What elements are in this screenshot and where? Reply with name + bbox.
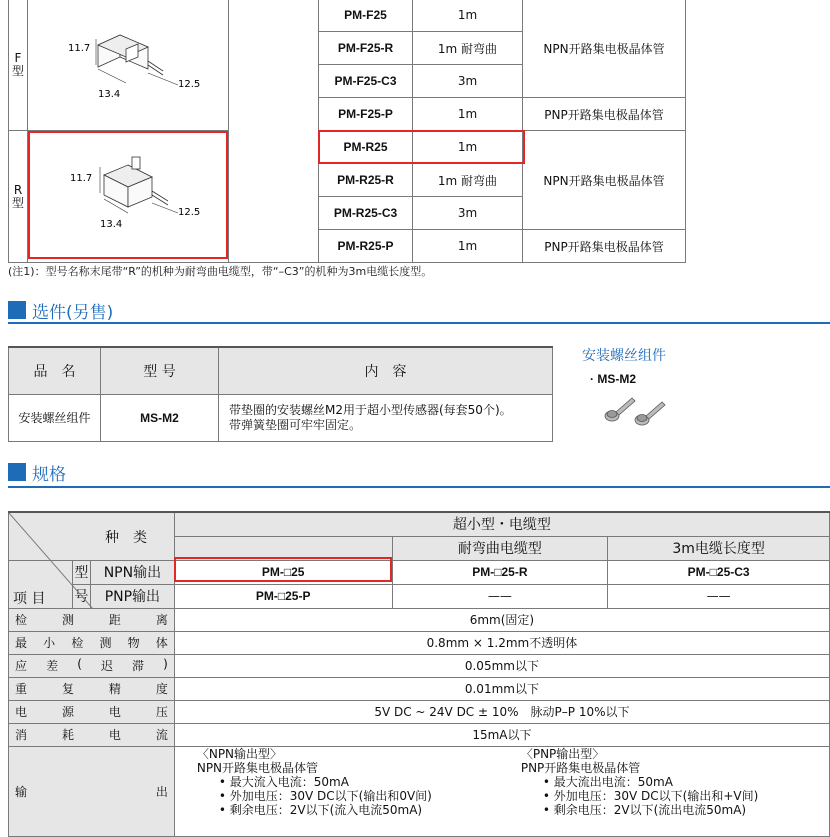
- section-divider: [8, 486, 830, 488]
- screw-icon: [600, 392, 670, 428]
- pnp-model: ——: [392, 584, 608, 608]
- sub-header-r: 耐弯曲电缆型: [392, 536, 608, 560]
- spec-value: 15mA以下: [174, 723, 829, 746]
- output-cell: PNP开路集电极晶体管: [523, 98, 686, 131]
- label-char: 复: [61, 682, 74, 696]
- type-cell-r: [9, 131, 28, 263]
- section-divider: [8, 322, 830, 324]
- table-row: [9, 512, 830, 536]
- label-char: 滞: [132, 659, 145, 673]
- footnote: (注1)：型号名称末尾带“R”的机种为耐弯曲电缆型，带“–C3”的机种为3m电缆长度型。: [8, 265, 433, 278]
- pnp-output-line: PNP开路集电极晶体管: [520, 760, 641, 775]
- cable-cell: 1m 耐弯曲: [413, 164, 523, 197]
- dim-length: 13.4: [98, 89, 121, 100]
- header-name: 品 名: [9, 347, 101, 394]
- section-title: 选件(另售): [32, 302, 114, 323]
- npn-model: PM-□25-R: [392, 560, 608, 584]
- section-marker-icon: [8, 301, 26, 319]
- blank-column: [229, 0, 319, 263]
- label-char: 耗: [61, 728, 74, 742]
- option-content-line: 带弹簧垫圈可牢牢固定。: [229, 417, 362, 432]
- dim-height: 11.7: [68, 43, 91, 54]
- cable-cell: 3m: [413, 65, 523, 98]
- npn-output-block: [197, 747, 432, 817]
- label-char: 小: [43, 636, 56, 650]
- header-content: 内 容: [219, 347, 553, 394]
- accessory-model: · MS-M2: [590, 372, 636, 386]
- spec-label: [9, 677, 175, 700]
- sensor-diagram-r: [28, 131, 229, 263]
- output-cell: NPN开路集电极晶体管: [523, 131, 686, 230]
- sensor-dimension-diagram: [28, 131, 228, 259]
- xing-label: 型: [72, 560, 90, 584]
- table-row: [9, 723, 830, 746]
- npn-output-title: 〈NPN输出型〉: [196, 746, 283, 761]
- label-char: 物: [127, 636, 140, 650]
- label-char: 输: [15, 784, 28, 799]
- model-cell: PM-R25: [319, 131, 413, 164]
- dim-length: 13.4: [100, 219, 123, 230]
- pnp-label: PNP输出: [90, 584, 174, 608]
- label-char: 差: [46, 659, 59, 673]
- npn-output-line: NPN开路集电极晶体管: [196, 760, 319, 775]
- model-cell: PM-F25-R: [319, 32, 413, 65]
- option-content: [219, 394, 553, 441]
- spec-value: 5V DC ~ 24V DC ± 10% 脉动P–P 10%以下: [174, 700, 829, 723]
- spec-value: 0.8mm × 1.2mm不透明体: [174, 631, 829, 654]
- table-row: [9, 677, 830, 700]
- table-row: [9, 131, 686, 164]
- label-char: 度: [155, 682, 168, 696]
- type-cell-f: [9, 0, 28, 131]
- section-header-spec: [8, 462, 66, 485]
- label-char: 重: [15, 682, 28, 696]
- item-label: 项 目: [9, 560, 73, 608]
- cable-cell: 1m: [413, 131, 523, 164]
- pnp-output-item: • 外加电压：30V DC以下(输出和+V间): [542, 788, 759, 803]
- model-cell: PM-R25-P: [319, 230, 413, 263]
- label-char: 应: [15, 659, 28, 673]
- label-char: 离: [155, 613, 168, 627]
- npn-model: PM-□25: [174, 560, 392, 584]
- cable-cell: 3m: [413, 197, 523, 230]
- label-char: 迟: [100, 659, 113, 673]
- output-spec: [174, 746, 829, 836]
- label-char: 流: [155, 728, 168, 742]
- spec-label: [9, 608, 175, 631]
- label-char: (: [77, 657, 82, 671]
- sensor-dimension-diagram: [28, 0, 228, 127]
- label-char: 消: [15, 728, 28, 742]
- diagonal-line: [9, 513, 93, 609]
- pnp-output-item: • 最大流出电流：50mA: [542, 774, 673, 789]
- dim-height: 11.7: [70, 173, 93, 184]
- cable-cell: 1m: [413, 230, 523, 263]
- label-char: 电: [15, 705, 28, 719]
- super-header: 超小型・电缆型: [174, 512, 829, 536]
- type-label: F型: [12, 50, 25, 78]
- label-char: 测: [99, 636, 112, 650]
- label-char: 检: [15, 613, 28, 627]
- sensor-diagram-f: [28, 0, 229, 131]
- model-cell: PM-R25-R: [319, 164, 413, 197]
- dim-width: 12.5: [178, 79, 201, 90]
- section-marker-icon: [8, 463, 26, 481]
- spec-table: [8, 511, 830, 837]
- label-char: 出: [155, 784, 168, 799]
- hao-label: 号: [72, 584, 90, 608]
- model-cell: PM-R25-C3: [319, 197, 413, 230]
- label-char: 压: [155, 705, 168, 719]
- table-row: [9, 700, 830, 723]
- model-table: [8, 0, 686, 263]
- dim-width: 12.5: [178, 207, 201, 218]
- cable-cell: 1m: [413, 0, 523, 32]
- npn-output-item: • 外加电压：30V DC以下(输出和0V间): [218, 788, 432, 803]
- output-cell: PNP开路集电极晶体管: [523, 230, 686, 263]
- label-char: 源: [61, 705, 74, 719]
- npn-model: PM-□25-C3: [608, 560, 830, 584]
- table-row: [9, 608, 830, 631]
- table-row: [9, 584, 830, 608]
- label-char: 测: [61, 613, 74, 627]
- table-row: [9, 654, 830, 677]
- label-char: 电: [108, 728, 121, 742]
- model-cell: PM-F25: [319, 0, 413, 32]
- cable-cell: 1m: [413, 98, 523, 131]
- table-row: [9, 631, 830, 654]
- pnp-output-item: • 剩余电压：2V以下(流出电流50mA): [542, 802, 747, 817]
- npn-output-item: • 剩余电压：2V以下(流入电流50mA): [218, 802, 423, 817]
- npn-label: NPN输出: [90, 560, 174, 584]
- table-row: [9, 0, 686, 32]
- label-char: 最: [15, 636, 28, 650]
- output-cell: NPN开路集电极晶体管: [523, 0, 686, 98]
- spec-label: [9, 654, 175, 677]
- label-char: 精: [108, 682, 121, 696]
- option-model: MS-M2: [101, 394, 219, 441]
- spec-label: [9, 746, 175, 836]
- table-row: [9, 394, 553, 441]
- spec-value: 0.05mm以下: [174, 654, 829, 677]
- pnp-model: PM-□25-P: [174, 584, 392, 608]
- section-title: 规格: [32, 464, 66, 485]
- option-content-line: 带垫圈的安装螺丝M2用于超小型传感器(每套50个)。: [229, 402, 512, 417]
- pnp-output-title: 〈PNP输出型〉: [520, 746, 605, 761]
- blank-header: [174, 536, 392, 560]
- table-row: [9, 746, 830, 836]
- spec-value: 0.01mm以下: [174, 677, 829, 700]
- table-row: [9, 560, 830, 584]
- options-table: [8, 346, 553, 442]
- label-char: 体: [155, 636, 168, 650]
- type-label: R型: [12, 182, 25, 210]
- label-char: 检: [71, 636, 84, 650]
- label-char: 电: [108, 705, 121, 719]
- accessory-title: 安装螺丝组件: [582, 348, 666, 364]
- model-cell: PM-F25-P: [319, 98, 413, 131]
- table-header-row: [9, 347, 553, 394]
- cable-cell: 1m 耐弯曲: [413, 32, 523, 65]
- pnp-output-block: [521, 747, 758, 817]
- label-char: 距: [108, 613, 121, 627]
- section-header-options: [8, 300, 114, 323]
- option-name: 安装螺丝组件: [9, 394, 101, 441]
- spec-label: [9, 700, 175, 723]
- pnp-model: ——: [608, 584, 830, 608]
- header-model: 型 号: [101, 347, 219, 394]
- npn-output-item: • 最大流入电流：50mA: [218, 774, 349, 789]
- spec-label: [9, 631, 175, 654]
- sub-header-c3: 3m电缆长度型: [608, 536, 830, 560]
- kind-label: 种 类: [105, 530, 147, 546]
- model-cell: PM-F25-C3: [319, 65, 413, 98]
- spec-value: 6mm(固定): [174, 608, 829, 631]
- label-char: ): [163, 657, 168, 671]
- corner-header: [9, 512, 175, 560]
- spec-label: [9, 723, 175, 746]
